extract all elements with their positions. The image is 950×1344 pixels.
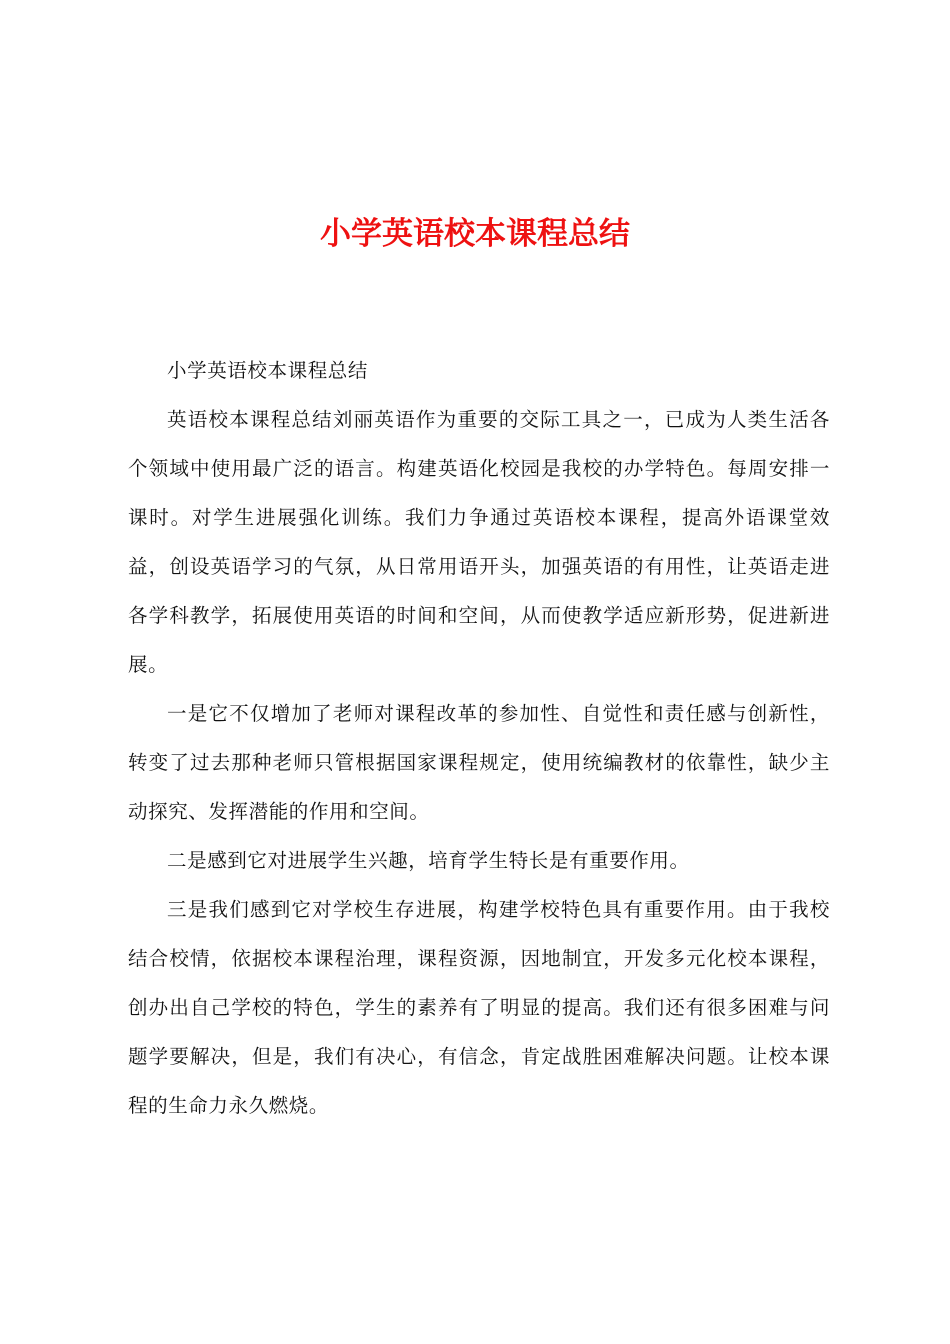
document-title: 小学英语校本课程总结 xyxy=(320,216,630,252)
paragraph-subtitle: 小学英语校本课程总结 xyxy=(167,359,369,382)
document-body xyxy=(128,346,830,1130)
paragraph-point-one: 一是它不仅增加了老师对课程改革的参加性、自觉性和责任感与创新性，转变了过去那种老师只管根据国家课程规定，使用统编教材的依靠性，缺少主动探究、发挥潜能的作用和空间。 xyxy=(128,702,830,823)
paragraph-point-two: 二是感到它对进展学生兴趣，培育学生特长是有重要作用。 xyxy=(167,849,690,872)
paragraph-intro: 英语校本课程总结刘丽英语作为重要的交际工具之一，已成为人类生活各个领域中使用最广泛的语言。构建英语化校园是我校的办学特色。每周安排一课时。对学生进展强化训练。我们力争通过英语校本课程，提高外语课堂效益，创设英语学习的气氛，从日常用语开头，加强英语的有用性，让英语走进各学科教学，拓展使用英语的时间和空间，从而使教学适应新形势，促进新进展。 xyxy=(128,408,830,676)
paragraph-point-three: 三是我们感到它对学校生存进展，构建学校特色具有重要作用。由于我校结合校情，依据校本课程治理，课程资源，因地制宜，开发多元化校本课程，创办出自己学校的特色，学生的素养有了明显的提高。我们还有很多困难与问题学要解决，但是，我们有决心，有信念，肯定战胜困难解决问题。让校本课程的生命力永久燃烧。 xyxy=(128,898,830,1117)
